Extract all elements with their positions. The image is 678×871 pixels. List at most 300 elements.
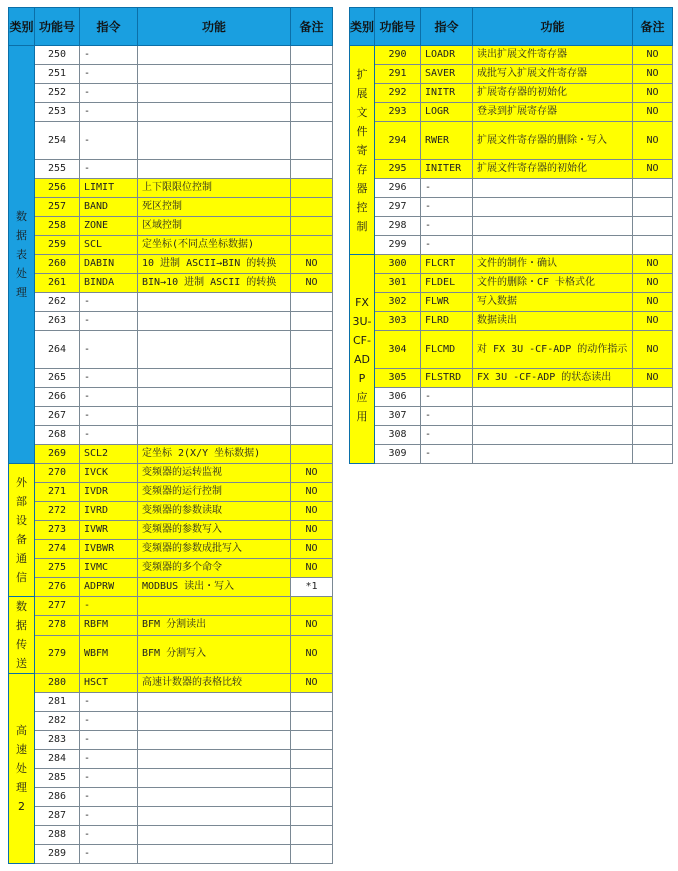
instruction-cell: - — [421, 445, 473, 464]
function-cell — [473, 236, 633, 255]
function-number-cell: 308 — [375, 426, 421, 445]
remarks-cell — [291, 731, 333, 750]
function-number-cell: 258 — [35, 217, 80, 236]
remarks-cell: NO — [633, 160, 673, 179]
function-number-cell: 250 — [35, 46, 80, 65]
remarks-cell: NO — [291, 635, 333, 674]
instruction-cell: - — [80, 46, 138, 65]
remarks-cell: NO — [633, 65, 673, 84]
table-row — [9, 769, 333, 788]
remarks-cell — [633, 426, 673, 445]
instruction-cell: WBFM — [80, 635, 138, 674]
remarks-cell — [291, 445, 333, 464]
instruction-cell: - — [80, 826, 138, 845]
remarks-cell — [291, 693, 333, 712]
function-number-cell: 293 — [375, 103, 421, 122]
table-row — [9, 312, 333, 331]
function-number-cell: 294 — [375, 122, 421, 160]
function-cell — [473, 388, 633, 407]
instruction-cell: - — [421, 407, 473, 426]
table-row — [9, 502, 333, 521]
table-row — [9, 388, 333, 407]
instruction-cell: LOGR — [421, 103, 473, 122]
remarks-cell: NO — [633, 255, 673, 274]
function-cell: 10 进制 ASCII→BIN 的转换 — [138, 255, 291, 274]
remarks-cell: NO — [291, 674, 333, 693]
instruction-cell: ZONE — [80, 217, 138, 236]
function-number-cell: 289 — [35, 845, 80, 864]
instruction-cell: - — [80, 312, 138, 331]
instruction-cell: - — [80, 712, 138, 731]
category-cell: 外部设备通信 — [9, 464, 35, 597]
instruction-cell: FLRD — [421, 312, 473, 331]
remarks-cell — [291, 160, 333, 179]
function-number-cell: 276 — [35, 578, 80, 597]
function-number-cell: 274 — [35, 540, 80, 559]
instruction-cell: - — [80, 84, 138, 103]
remarks-cell: NO — [633, 103, 673, 122]
instruction-cell: FLSTRD — [421, 369, 473, 388]
function-cell — [138, 331, 291, 369]
table-row — [9, 160, 333, 179]
function-number-cell: 266 — [35, 388, 80, 407]
category-cell: 高速处理 2 — [9, 674, 35, 864]
remarks-cell — [291, 65, 333, 84]
function-cell — [138, 826, 291, 845]
function-cell: 上下限限位控制 — [138, 179, 291, 198]
function-cell — [138, 845, 291, 864]
instruction-cell: SCL — [80, 236, 138, 255]
table-row — [9, 122, 333, 160]
table-row — [9, 693, 333, 712]
function-cell: 文件的制作・确认 — [473, 255, 633, 274]
remarks-cell — [291, 369, 333, 388]
remarks-cell — [291, 46, 333, 65]
instruction-cell: - — [80, 160, 138, 179]
function-cell — [138, 160, 291, 179]
function-number-cell: 288 — [35, 826, 80, 845]
instruction-cell: - — [80, 293, 138, 312]
remarks-cell — [291, 826, 333, 845]
function-number-cell: 290 — [375, 46, 421, 65]
function-cell — [138, 84, 291, 103]
function-number-cell: 305 — [375, 369, 421, 388]
function-cell: FX 3U -CF-ADP 的状态读出 — [473, 369, 633, 388]
header-remarks: 备注 — [633, 8, 673, 46]
function-number-cell: 265 — [35, 369, 80, 388]
function-number-cell: 285 — [35, 769, 80, 788]
table-row — [9, 788, 333, 807]
instruction-cell: - — [80, 331, 138, 369]
function-cell: BFM 分割写入 — [138, 635, 291, 674]
function-number-cell: 303 — [375, 312, 421, 331]
header-category: 类别 — [9, 8, 35, 46]
function-number-cell: 297 — [375, 198, 421, 217]
remarks-cell: NO — [291, 616, 333, 635]
remarks-cell — [291, 388, 333, 407]
remarks-cell — [291, 807, 333, 826]
function-cell — [138, 426, 291, 445]
function-cell — [138, 597, 291, 616]
function-cell — [138, 65, 291, 84]
function-number-cell: 279 — [35, 635, 80, 674]
table-row — [9, 65, 333, 84]
function-cell: 数据读出 — [473, 312, 633, 331]
function-cell: 读出扩展文件寄存器 — [473, 46, 633, 65]
function-cell: 对 FX 3U -CF-ADP 的动作指示 — [473, 331, 633, 369]
table-row — [9, 616, 333, 635]
function-number-cell: 286 — [35, 788, 80, 807]
table-row — [9, 674, 333, 693]
function-cell: 变频器的运行控制 — [138, 483, 291, 502]
table-row — [9, 46, 333, 65]
table-row — [9, 274, 333, 293]
instruction-cell: BINDA — [80, 274, 138, 293]
remarks-cell: NO — [291, 255, 333, 274]
instruction-cell: BAND — [80, 198, 138, 217]
table-header-row — [350, 8, 673, 46]
remarks-cell — [291, 103, 333, 122]
table-row — [9, 198, 333, 217]
table-row — [350, 255, 673, 274]
function-number-cell: 300 — [375, 255, 421, 274]
instruction-cell: - — [421, 426, 473, 445]
function-number-cell: 268 — [35, 426, 80, 445]
instruction-cell: - — [80, 769, 138, 788]
instruction-cell: ADPRW — [80, 578, 138, 597]
function-number-cell: 299 — [375, 236, 421, 255]
function-number-cell: 270 — [35, 464, 80, 483]
instruction-cell: IVBWR — [80, 540, 138, 559]
instruction-cell: - — [421, 388, 473, 407]
table-row — [350, 293, 673, 312]
remarks-cell: NO — [633, 312, 673, 331]
table-row — [350, 160, 673, 179]
function-cell — [138, 388, 291, 407]
instruction-cell: INITER — [421, 160, 473, 179]
instruction-cell: - — [80, 369, 138, 388]
remarks-cell: NO — [633, 46, 673, 65]
function-cell: 定坐标(不同点坐标数据) — [138, 236, 291, 255]
table-row — [9, 103, 333, 122]
function-cell: 高速计数器的表格比较 — [138, 674, 291, 693]
table-row — [350, 426, 673, 445]
function-number-cell: 252 — [35, 84, 80, 103]
remarks-cell — [633, 445, 673, 464]
function-cell — [138, 122, 291, 160]
table-row — [9, 845, 333, 864]
function-cell: 成批写入扩展文件寄存器 — [473, 65, 633, 84]
instruction-cell: - — [421, 179, 473, 198]
function-cell — [138, 731, 291, 750]
table-row — [9, 750, 333, 769]
function-number-cell: 253 — [35, 103, 80, 122]
function-number-cell: 304 — [375, 331, 421, 369]
category-cell: 数据传送 — [9, 597, 35, 674]
function-number-cell: 302 — [375, 293, 421, 312]
remarks-cell — [633, 179, 673, 198]
instruction-cell: LIMIT — [80, 179, 138, 198]
function-cell: 变频器的参数写入 — [138, 521, 291, 540]
table-row — [9, 712, 333, 731]
header-instruction: 指令 — [421, 8, 473, 46]
remarks-cell — [633, 388, 673, 407]
function-cell: 登录到扩展寄存器 — [473, 103, 633, 122]
category-cell: FX3U-CF-ADP 应用 — [350, 255, 375, 464]
function-number-cell: 251 — [35, 65, 80, 84]
header-category: 类别 — [350, 8, 375, 46]
header-remarks: 备注 — [291, 8, 333, 46]
remarks-cell: NO — [633, 84, 673, 103]
instruction-cell: - — [80, 407, 138, 426]
remarks-cell — [291, 750, 333, 769]
function-cell — [473, 198, 633, 217]
table-row — [350, 312, 673, 331]
function-number-cell: 301 — [375, 274, 421, 293]
instruction-table-left — [8, 7, 333, 864]
table-row — [9, 635, 333, 674]
function-cell — [138, 769, 291, 788]
instruction-cell: HSCT — [80, 674, 138, 693]
function-number-cell: 261 — [35, 274, 80, 293]
remarks-cell: NO — [291, 464, 333, 483]
header-function: 功能 — [138, 8, 291, 46]
table-row — [9, 255, 333, 274]
remarks-cell: NO — [633, 122, 673, 160]
remarks-cell — [291, 788, 333, 807]
function-number-cell: 255 — [35, 160, 80, 179]
remarks-cell — [291, 217, 333, 236]
instruction-cell: IVRD — [80, 502, 138, 521]
table-row — [350, 407, 673, 426]
table-row — [350, 198, 673, 217]
function-number-cell: 273 — [35, 521, 80, 540]
function-cell — [473, 179, 633, 198]
instruction-cell: - — [80, 788, 138, 807]
function-number-cell: 260 — [35, 255, 80, 274]
function-number-cell: 280 — [35, 674, 80, 693]
function-number-cell: 257 — [35, 198, 80, 217]
function-cell: 区域控制 — [138, 217, 291, 236]
table-row — [9, 84, 333, 103]
function-number-cell: 282 — [35, 712, 80, 731]
function-cell — [473, 426, 633, 445]
instruction-cell: - — [80, 65, 138, 84]
header-function-number: 功能号 — [375, 8, 421, 46]
instruction-cell: - — [421, 236, 473, 255]
table-row — [9, 217, 333, 236]
remarks-cell — [291, 426, 333, 445]
function-cell — [138, 103, 291, 122]
remarks-cell — [291, 179, 333, 198]
function-number-cell: 262 — [35, 293, 80, 312]
instruction-cell: INITR — [421, 84, 473, 103]
function-number-cell: 309 — [375, 445, 421, 464]
function-number-cell: 278 — [35, 616, 80, 635]
table-row — [9, 179, 333, 198]
remarks-cell — [291, 236, 333, 255]
table-row — [9, 521, 333, 540]
table-row — [350, 103, 673, 122]
instruction-cell: - — [80, 750, 138, 769]
category-cell: 数据表处理 — [9, 46, 35, 464]
function-cell: 变频器的参数成批写入 — [138, 540, 291, 559]
table-row — [9, 369, 333, 388]
header-function: 功能 — [473, 8, 633, 46]
function-cell — [138, 312, 291, 331]
instruction-cell: SCL2 — [80, 445, 138, 464]
function-cell — [138, 293, 291, 312]
function-cell: 扩展文件寄存器的初始化 — [473, 160, 633, 179]
remarks-cell — [291, 312, 333, 331]
function-cell: 变频器的运转监视 — [138, 464, 291, 483]
table-row — [9, 540, 333, 559]
table-row — [9, 731, 333, 750]
header-instruction: 指令 — [80, 8, 138, 46]
table-row — [350, 236, 673, 255]
instruction-cell: FLCRT — [421, 255, 473, 274]
function-cell: 扩展寄存器的初始化 — [473, 84, 633, 103]
table-row — [9, 293, 333, 312]
function-number-cell: 281 — [35, 693, 80, 712]
function-number-cell: 272 — [35, 502, 80, 521]
header-function-number: 功能号 — [35, 8, 80, 46]
function-cell — [138, 788, 291, 807]
remarks-cell — [633, 407, 673, 426]
function-cell — [138, 407, 291, 426]
function-number-cell: 269 — [35, 445, 80, 464]
table-row — [350, 84, 673, 103]
function-number-cell: 307 — [375, 407, 421, 426]
function-number-cell: 306 — [375, 388, 421, 407]
remarks-cell: NO — [291, 521, 333, 540]
table-row — [9, 445, 333, 464]
function-cell: BFM 分割读出 — [138, 616, 291, 635]
table-row — [350, 445, 673, 464]
function-number-cell: 296 — [375, 179, 421, 198]
function-number-cell: 295 — [375, 160, 421, 179]
remarks-cell — [291, 845, 333, 864]
function-number-cell: 264 — [35, 331, 80, 369]
instruction-cell: LOADR — [421, 46, 473, 65]
table-row — [9, 807, 333, 826]
function-cell: 变频器的参数读取 — [138, 502, 291, 521]
instruction-cell: - — [80, 597, 138, 616]
function-cell: MODBUS 读出・写入 — [138, 578, 291, 597]
table-row — [350, 388, 673, 407]
instruction-cell: - — [80, 388, 138, 407]
instruction-cell: FLDEL — [421, 274, 473, 293]
function-cell — [138, 369, 291, 388]
instruction-table-right — [349, 7, 673, 464]
remarks-cell — [291, 597, 333, 616]
instruction-cell: SAVER — [421, 65, 473, 84]
function-number-cell: 284 — [35, 750, 80, 769]
instruction-cell: - — [80, 693, 138, 712]
instruction-cell: - — [80, 426, 138, 445]
function-number-cell: 291 — [375, 65, 421, 84]
function-number-cell: 263 — [35, 312, 80, 331]
table-row — [9, 826, 333, 845]
function-cell — [138, 712, 291, 731]
remarks-cell — [633, 217, 673, 236]
table-row — [9, 597, 333, 616]
function-cell — [138, 46, 291, 65]
table-row — [9, 236, 333, 255]
remarks-cell: *1 — [291, 578, 333, 597]
function-cell: 文件的删除・CF 卡格式化 — [473, 274, 633, 293]
table-row — [350, 274, 673, 293]
remarks-cell: NO — [633, 331, 673, 369]
table-row — [350, 217, 673, 236]
function-number-cell: 256 — [35, 179, 80, 198]
remarks-cell — [633, 236, 673, 255]
remarks-cell — [291, 407, 333, 426]
function-number-cell: 283 — [35, 731, 80, 750]
remarks-cell: NO — [291, 483, 333, 502]
remarks-cell — [291, 293, 333, 312]
table-row — [9, 483, 333, 502]
remarks-cell: NO — [633, 274, 673, 293]
remarks-cell: NO — [291, 540, 333, 559]
remarks-cell — [291, 769, 333, 788]
table-row — [9, 426, 333, 445]
function-cell — [473, 407, 633, 426]
remarks-cell — [291, 84, 333, 103]
function-cell: 扩展文件寄存器的删除・写入 — [473, 122, 633, 160]
remarks-cell — [291, 122, 333, 160]
function-cell — [473, 445, 633, 464]
instruction-cell: - — [80, 807, 138, 826]
function-number-cell: 298 — [375, 217, 421, 236]
instruction-cell: RBFM — [80, 616, 138, 635]
instruction-cell: - — [80, 845, 138, 864]
instruction-cell: FLWR — [421, 293, 473, 312]
function-cell — [138, 807, 291, 826]
function-cell: 死区控制 — [138, 198, 291, 217]
function-cell — [473, 217, 633, 236]
instruction-cell: - — [80, 731, 138, 750]
function-number-cell: 259 — [35, 236, 80, 255]
remarks-cell — [291, 198, 333, 217]
function-number-cell: 277 — [35, 597, 80, 616]
instruction-cell: RWER — [421, 122, 473, 160]
remarks-cell: NO — [633, 369, 673, 388]
instruction-cell: IVCK — [80, 464, 138, 483]
remarks-cell — [633, 198, 673, 217]
table-row — [350, 179, 673, 198]
remarks-cell: NO — [291, 559, 333, 578]
remarks-cell — [291, 712, 333, 731]
instruction-cell: - — [421, 198, 473, 217]
function-cell — [138, 750, 291, 769]
function-number-cell: 271 — [35, 483, 80, 502]
remarks-cell: NO — [633, 293, 673, 312]
table-row — [350, 369, 673, 388]
instruction-cell: - — [80, 103, 138, 122]
remarks-cell: NO — [291, 502, 333, 521]
remarks-cell — [291, 331, 333, 369]
function-number-cell: 254 — [35, 122, 80, 160]
function-cell — [138, 693, 291, 712]
function-number-cell: 292 — [375, 84, 421, 103]
table-header-row — [9, 8, 333, 46]
table-row — [9, 559, 333, 578]
function-number-cell: 267 — [35, 407, 80, 426]
instruction-cell: - — [80, 122, 138, 160]
function-number-cell: 287 — [35, 807, 80, 826]
function-number-cell: 275 — [35, 559, 80, 578]
